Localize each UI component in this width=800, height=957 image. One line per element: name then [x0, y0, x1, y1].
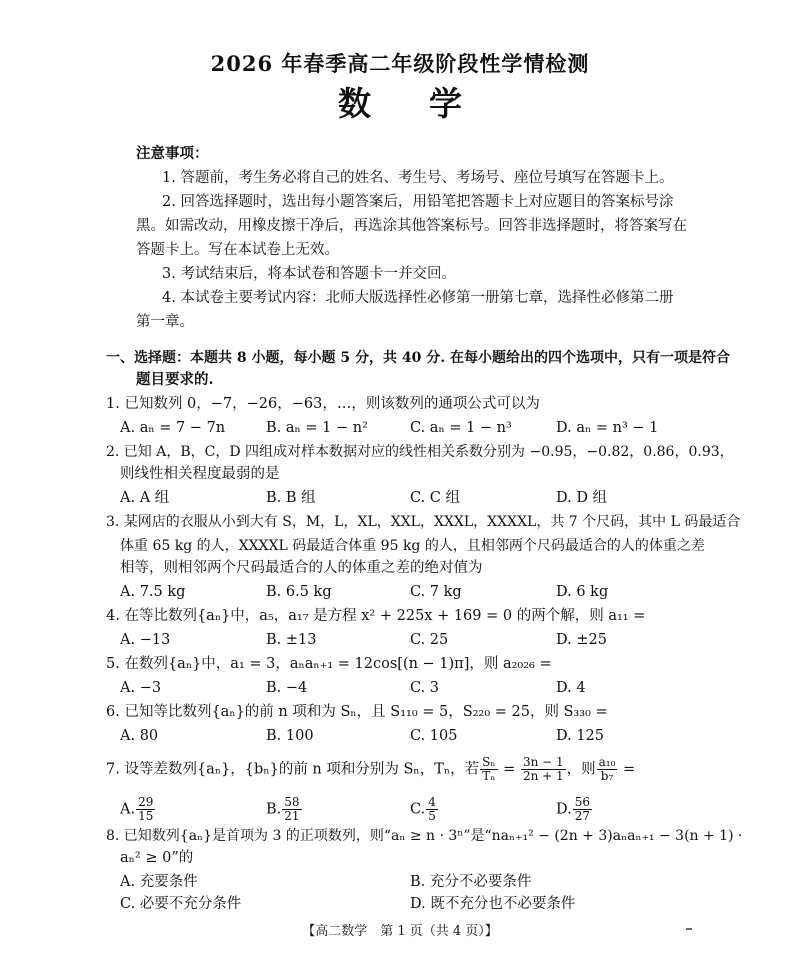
q2-option-b: B. B 组 [266, 490, 316, 506]
q1-option-b: B. aₙ = 1 − n² [266, 420, 368, 436]
q5-option-c: C. 3 [410, 680, 440, 696]
q3-option-b: B. 6.5 kg [266, 584, 332, 600]
section-heading-line1: 一、选择题：本题共 8 小题，每小题 5 分，共 40 分. 在每小题给出的四个选项中，只有一项是符合 [106, 350, 730, 366]
q8-stem-line1: 8. 已知数列{aₙ}是首项为 3 的正项数列，则“aₙ ≥ n · 3ⁿ”是“naₙ₊₁² − (2n + 3)aₙaₙ₊₁ − 3(n + 1) · [106, 828, 743, 844]
q4-option-b: B. ±13 [266, 632, 317, 648]
q8-option-d: D. 既不充分也不必要条件 [410, 896, 576, 912]
q6-option-a: A. 80 [120, 728, 159, 744]
q6-option-c: C. 105 [410, 728, 458, 744]
notice-line-4: 答题卡上。写在本试卷上无效。 [136, 242, 339, 258]
q7-stem-part-a: 7. 设等差数列{aₙ}，{bₙ}的前 n 项和分别为 Sₙ，Tₙ，若 [106, 761, 480, 778]
q7-fraction-s-over-t: $\frac{\text{Sₙ}}{\text{Tₙ}}$ [482, 755, 496, 783]
q3-option-a: A. 7.5 kg [120, 584, 186, 600]
q8-option-a: A. 充要条件 [120, 874, 198, 890]
page-footer: 【高二数学 第 1 页（共 4 页）】 [302, 924, 498, 939]
q5-option-a: A. −3 [120, 680, 162, 696]
q8-stem-line2: aₙ² ≥ 0”的 [120, 850, 194, 866]
q4-stem: 4. 在等比数列{aₙ}中，a₅，a₁₇ 是方程 x² + 225x + 169 = 0 的两个解，则 a₁₁ = [106, 608, 646, 624]
q3-stem-line3: 相等，则相邻两个尺码最适合的人的体重之差的绝对值为 [120, 560, 483, 576]
q3-stem-line2: 体重 65 kg 的人，XXXXL 码最适合体重 95 kg 的人，且相邻两个尺码最适合的人的体重之差 [120, 538, 705, 554]
q2-option-d: D. D 组 [556, 490, 608, 506]
q3-stem-line1: 3. 某网店的衣服从小到大有 S，M，L，XL，XXL，XXXL，XXXXL，共 7 个尺码，其中 L 码最适合 [106, 514, 741, 530]
q2-option-c: C. C 组 [410, 490, 460, 506]
q3-option-c: C. 7 kg [410, 584, 462, 600]
q7-option-c: C. $\frac{4}{5}$ [410, 795, 436, 823]
notice-heading: 注意事项： [136, 145, 209, 162]
q5-option-d: D. 4 [556, 680, 586, 696]
q8-option-b: B. 充分不必要条件 [410, 874, 532, 890]
q5-option-b: B. −4 [266, 680, 308, 696]
q7-stem [106, 756, 635, 783]
q3-option-d: D. 6 kg [556, 584, 609, 600]
notice-line-6: 4. 本试卷主要考试内容：北师大版选择性必修第一册第七章，选择性必修第二册 [162, 290, 674, 306]
notice-line-7: 第一章。 [136, 314, 194, 330]
q4-option-c: C. 25 [410, 632, 449, 648]
q1-option-a: A. aₙ = 7 − 7n [120, 420, 226, 436]
q7-stem-part-c: ，则 [566, 761, 596, 778]
q2-stem-line2: 则线性相关程度最弱的是 [120, 466, 280, 482]
q5-stem: 5. 在数列{aₙ}中，a₁ = 3，aₙaₙ₊₁ = 12cos[(n − 1)π]，则 a₂₀₂₆ = [106, 656, 552, 672]
notice-line-1: 1. 答题前，考生务必将自己的姓名、考生号、考场号、座位号填写在答题卡上。 [162, 170, 674, 186]
q7-option-d: D. $\frac{56}{27}$ [556, 795, 590, 823]
q4-option-d: D. ±25 [556, 632, 607, 648]
section-heading-line2: 题目要求的. [136, 371, 214, 388]
q7-option-a: A. $\frac{29}{15}$ [120, 795, 154, 823]
q6-option-b: B. 100 [266, 728, 314, 744]
q7-fraction-ratio: $\frac{3n - 1}{2n + 1}$ [522, 755, 564, 783]
notice-line-3: 黑。如需改动，用橡皮擦干净后，再选涂其他答案标号。回答非选择题时，将答案写在 [136, 218, 687, 234]
q6-option-d: D. 125 [556, 728, 605, 744]
q1-option-d: D. aₙ = n³ − 1 [556, 420, 659, 436]
q8-option-c: C. 必要不充分条件 [120, 896, 242, 912]
q1-stem: 1. 已知数列 0，−7，−26，−63，…，则该数列的通项公式可以为 [106, 396, 540, 412]
q7-stem-part-d: = [618, 761, 636, 778]
notice-line-5: 3. 考试结束后，将本试卷和答题卡一并交回。 [162, 266, 456, 282]
q2-stem-line1: 2. 已知 A，B，C，D 四组成对样本数据对应的线性相关系数分别为 −0.95，−0.82，0.86，0.93， [106, 444, 734, 460]
scan-mark [686, 928, 692, 930]
subject-title: 数学 [338, 84, 520, 123]
q4-option-a: A. −13 [120, 632, 171, 648]
q1-option-c: C. aₙ = 1 − n³ [410, 420, 512, 436]
q2-option-a: A. A 组 [120, 490, 170, 506]
exam-title: 2026 年春季高二年级阶段性学情检测 [210, 51, 590, 76]
q7-option-b: B. $\frac{58}{21}$ [266, 795, 300, 823]
q6-stem: 6. 已知等比数列{aₙ}的前 n 项和为 Sₙ，且 S₁₁₀ = 5，S₂₂₀ = 25，则 S₃₃₀ = [106, 704, 608, 720]
q7-fraction-a-over-b: $\frac{\text{a₁₀}}{\text{b₇}}$ [598, 755, 616, 783]
notice-line-2: 2. 回答选择题时，选出每小题答案后，用铅笔把答题卡上对应题目的答案标号涂 [162, 194, 674, 210]
q7-stem-part-b: = [498, 761, 520, 778]
